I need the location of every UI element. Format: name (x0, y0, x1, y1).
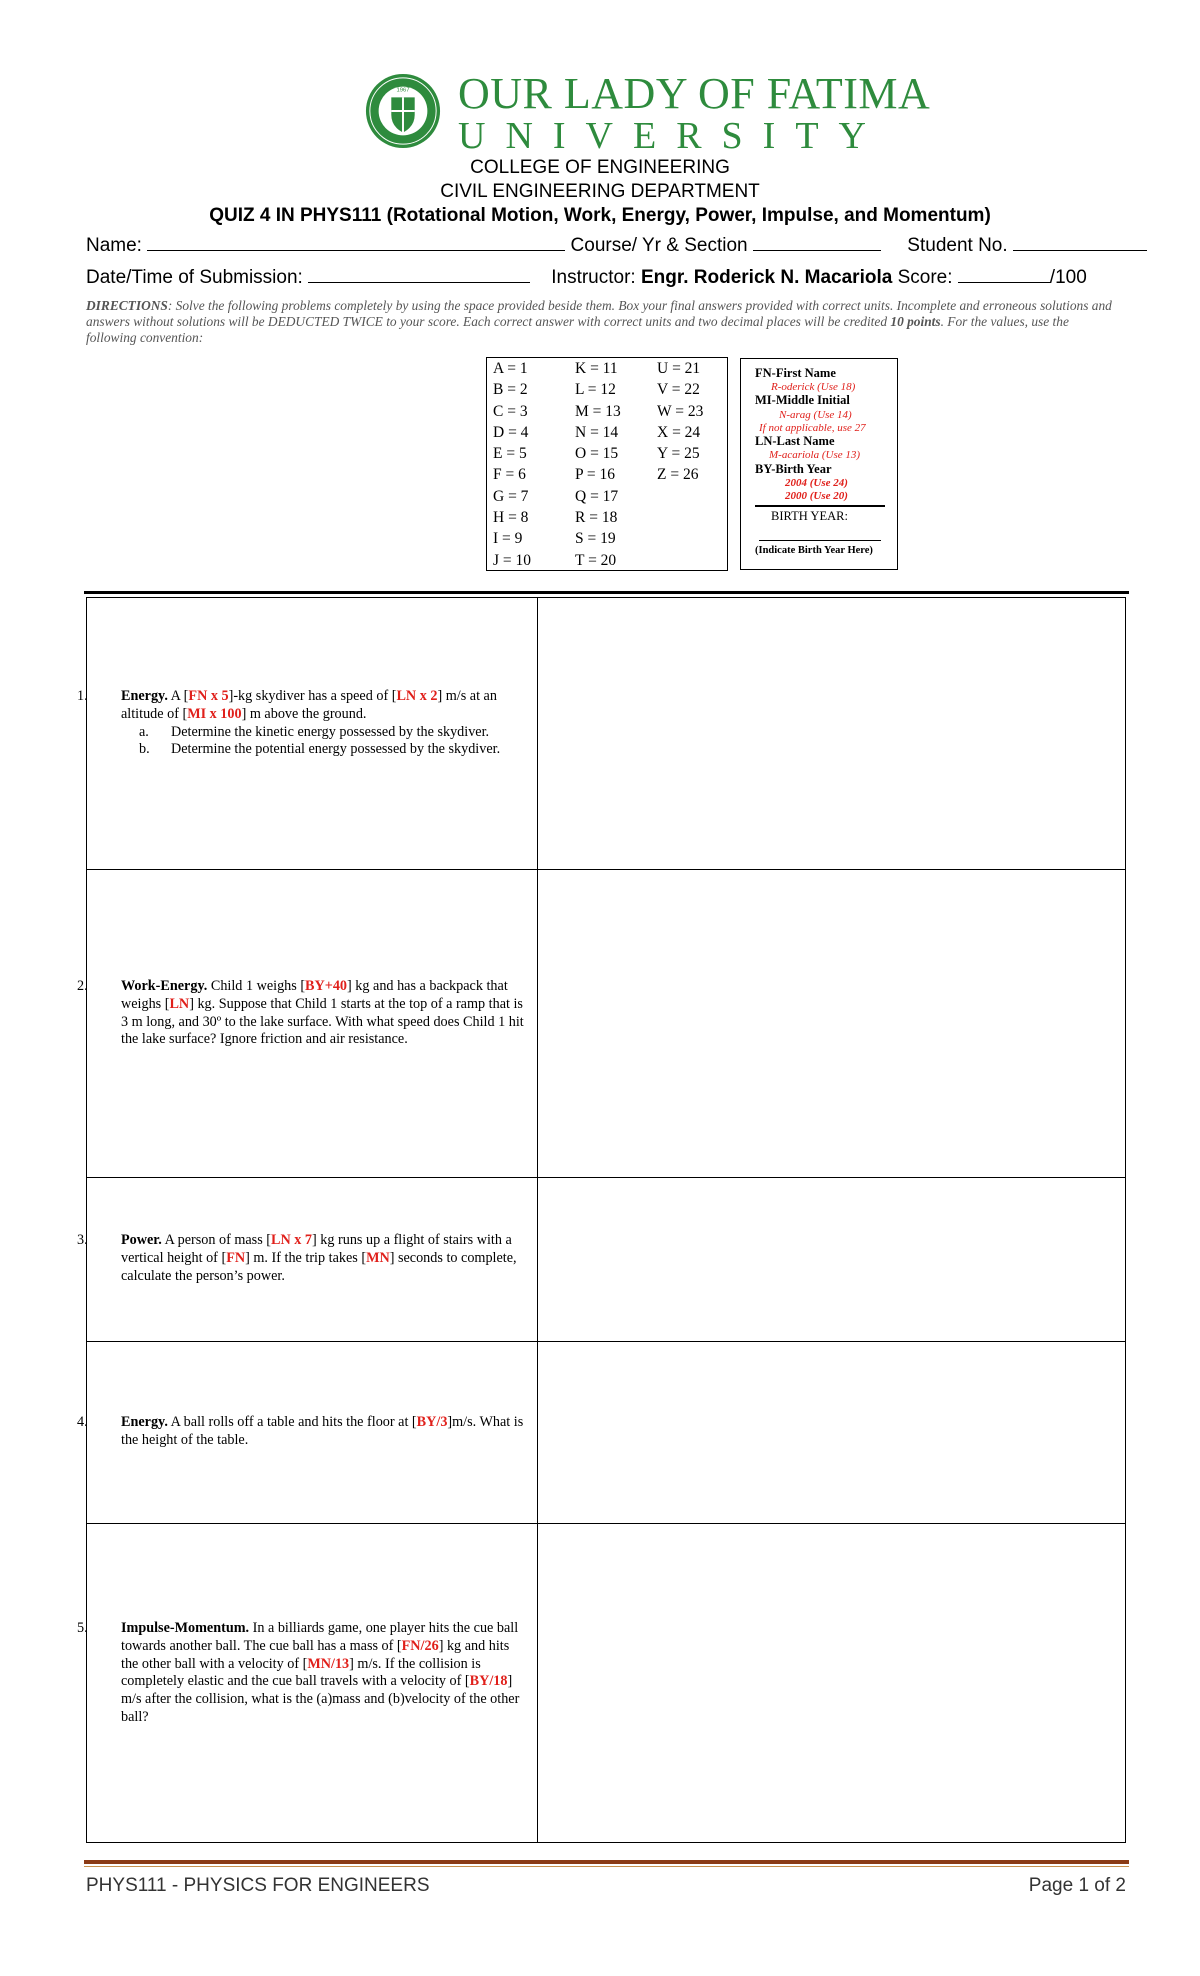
footer-rule-thin (84, 1866, 1129, 1867)
letter-cell: K = 11 (575, 360, 618, 377)
problem-text: ] m. If the trip takes [ (245, 1249, 367, 1266)
variable-highlight: BY/18 (469, 1673, 508, 1690)
name-label: Name: (86, 235, 142, 256)
sub-question-a (99, 724, 525, 742)
letter-cell: S = 19 (575, 530, 616, 548)
legend-mi-note: If not applicable, use 27 (759, 422, 866, 434)
column-divider (537, 1178, 538, 1341)
column-divider (537, 1524, 538, 1842)
letter-cell: B = 2 (493, 381, 528, 399)
problem-title: Energy. (121, 1414, 168, 1430)
legend-by-example-2: 2000 (Use 20) (785, 490, 848, 502)
letter-column-1 (493, 358, 531, 571)
variable-highlight: FN/26 (401, 1637, 439, 1654)
letter-cell: P = 16 (575, 466, 616, 484)
directions-label: DIRECTIONS (86, 298, 168, 313)
column-divider (537, 870, 538, 1177)
variable-highlight: LN (169, 995, 190, 1012)
problem-text: A ball rolls off a table and hits the floor at [ (167, 1414, 417, 1430)
letter-cell: I = 9 (493, 530, 523, 548)
letter-cell: Z = 26 (657, 466, 699, 484)
problem-number: 2. (77, 978, 88, 994)
directions-points: 10 points (890, 314, 941, 329)
seal-year: 1967 (396, 87, 410, 94)
directions-text (86, 298, 1118, 346)
sub-question-label: a. (139, 723, 149, 740)
date-field[interactable] (308, 264, 530, 283)
course-field[interactable] (753, 232, 881, 251)
legend-mi-label: MI-Middle Initial (755, 393, 850, 407)
variable-highlight: FN x 5 (188, 688, 229, 704)
instructor-label: Instructor: (551, 267, 636, 288)
problem-2-text (77, 978, 525, 1049)
letter-value-table (486, 357, 728, 571)
problem-title: Power. (121, 1232, 162, 1248)
problem-text: A [ (167, 688, 189, 704)
problem-text: ]m/s. What is the height of the table. (121, 1414, 524, 1448)
letter-cell: R = 18 (575, 509, 618, 527)
problem-title: Energy. (121, 688, 168, 704)
problem-row-5 (77, 1523, 1126, 1843)
problem-text: ]-kg skydiver has a speed of [ (228, 688, 397, 704)
variable-highlight: BY/3 (416, 1414, 448, 1430)
problem-number: 1. (77, 688, 88, 704)
university-name-line2: UNIVERSITY (458, 115, 886, 157)
student-no-field[interactable] (1013, 232, 1147, 251)
letter-cell: X = 24 (657, 423, 701, 441)
variable-highlight: BY+40 (305, 978, 348, 994)
sub-question-label: b. (139, 741, 150, 758)
problem-text: ] m/s. If the collision is completely elastic and the cue ball travels with a velocity of [ (121, 1655, 481, 1690)
letter-column-3 (657, 358, 703, 486)
university-seal-icon (364, 72, 442, 150)
problem-text: ] seconds to complete, calculate the person’s power. (121, 1249, 517, 1284)
directions-body-2: . For the values, use the following convention: (86, 314, 1069, 345)
problem-text: ] kg and has a backpack that weighs [ (121, 978, 508, 1012)
legend-mi-example: N-arag (Use 14) (779, 409, 852, 421)
legend-by-example-1: 2004 (Use 24) (785, 477, 848, 489)
problem-3-text (77, 1232, 525, 1285)
variable-legend (740, 358, 898, 570)
letter-cell: Y = 25 (657, 445, 700, 463)
letter-cell: D = 4 (493, 423, 529, 441)
name-field[interactable] (147, 232, 565, 251)
letter-cell: L = 12 (575, 381, 616, 399)
legend-by-label: BY-Birth Year (755, 462, 832, 476)
letter-cell: T = 20 (575, 551, 617, 569)
footer-rule (84, 1860, 1129, 1864)
letter-cell: Q = 17 (575, 487, 619, 505)
problem-title: Work-Energy. (121, 978, 208, 994)
variable-highlight: LN x 2 (396, 688, 438, 704)
footer-page-number: Page 1 of 2 (1028, 1875, 1126, 1896)
letter-cell: V = 22 (657, 381, 700, 399)
university-name-line1: OUR LADY OF FATIMA (458, 69, 931, 118)
quiz-title: QUIZ 4 IN PHYS111 (Rotational Motion, Work, Energy, Power, Impulse, and Momentum) (209, 205, 991, 226)
legend-ln-label: LN-Last Name (755, 434, 835, 448)
problem-text: ] m above the ground. (241, 705, 367, 722)
problem-text: In a billiards game, one player hits the cue ball towards another ball. The cue ball has a mass of [ (121, 1620, 519, 1654)
letter-cell: F = 6 (493, 466, 526, 484)
problem-number: 3. (77, 1232, 88, 1248)
column-divider (537, 1342, 538, 1523)
legend-divider (755, 505, 885, 507)
student-no-label: Student No. (907, 235, 1008, 256)
sub-question-b (99, 741, 525, 759)
problem-row-2 (77, 869, 1126, 1178)
birth-year-label: BIRTH YEAR: (771, 509, 848, 523)
course-label: Course/ Yr & Section (570, 235, 748, 256)
sub-question-text: Determine the kinetic energy possessed by the skydiver. (171, 723, 490, 740)
score-total: /100 (1049, 267, 1087, 288)
problem-5-text (77, 1620, 525, 1727)
problem-text: ] kg and hits the other ball with a velocity of [ (121, 1637, 510, 1672)
sub-question-text: Determine the potential energy possessed by the skydiver. (171, 741, 501, 758)
name-row (86, 232, 1116, 257)
directions-body-1: : Solve the following problems completely by using the space provided beside them. Box your final answers provided with correct units. Incomplete and erroneous solutions and answers without solutions will be DEDUCTED TWICE to your score. Each correct answer with correct units and two decimal places will be credited (86, 298, 1112, 329)
problem-4-text (77, 1414, 525, 1450)
variable-highlight: MN (366, 1249, 390, 1266)
legend-ln-example: M-acariola (Use 13) (769, 449, 861, 461)
column-divider (537, 598, 538, 869)
section-divider (84, 591, 1129, 594)
letter-cell: U = 21 (657, 360, 701, 377)
problem-text: Child 1 weighs [ (207, 978, 306, 994)
letter-cell: C = 3 (493, 402, 528, 420)
problem-title: Impulse-Momentum. (121, 1620, 250, 1636)
legend-fn-label: FN-First Name (755, 366, 836, 380)
problem-text: ] m/s at an altitude of [ (121, 688, 497, 722)
university-name (458, 69, 931, 157)
letter-cell: W = 23 (657, 402, 704, 420)
legend-fn-example: R-oderick (Use 18) (771, 381, 856, 393)
problem-text: ] m/s after the collision, what is the (a)mass and (b)velocity of the other ball? (121, 1673, 520, 1725)
college-name: COLLEGE OF ENGINEERING (470, 157, 730, 178)
problem-text: A person of mass [ (161, 1232, 271, 1248)
letter-cell: N = 14 (575, 423, 619, 441)
letter-cell: H = 8 (493, 509, 529, 527)
problem-1-text (77, 688, 525, 759)
birth-year-hint: (Indicate Birth Year Here) (755, 545, 873, 556)
variable-highlight: MN/13 (307, 1655, 350, 1672)
problem-row-4 (77, 1341, 1126, 1524)
problem-row-1 (77, 597, 1126, 870)
letter-cell: E = 5 (493, 445, 527, 463)
letter-cell: M = 13 (575, 402, 621, 420)
variable-highlight: FN (226, 1249, 246, 1266)
university-logo (0, 69, 1200, 157)
instructor-name: Engr. Roderick N. Macariola (641, 267, 893, 288)
birth-year-field[interactable] (759, 540, 881, 541)
problem-number: 4. (77, 1414, 88, 1430)
department-name: CIVIL ENGINEERING DEPARTMENT (440, 181, 760, 202)
variable-highlight: MI x 100 (187, 705, 242, 722)
problem-row-3 (77, 1177, 1126, 1342)
letter-cell: G = 7 (493, 487, 529, 505)
letter-cell: A = 1 (493, 360, 528, 377)
problem-text: ] kg runs up a flight of stairs with a vertical height of [ (121, 1232, 512, 1266)
date-row (86, 264, 1116, 289)
score-label: Score: (897, 267, 953, 288)
letter-cell: J = 10 (493, 551, 532, 569)
footer-course: PHYS111 - PHYSICS FOR ENGINEERS (86, 1875, 430, 1896)
problem-number: 5. (77, 1620, 88, 1636)
variable-highlight: LN x 7 (271, 1232, 312, 1248)
letter-column-2 (575, 358, 621, 571)
problem-text: ] kg. Suppose that Child 1 starts at the top of a ramp that is 3 m long, and 30º to the lake surface. With what speed does Child 1 hit the lake surface? Ignore friction and air resistance. (121, 995, 524, 1048)
score-field[interactable] (958, 264, 1050, 283)
letter-cell: O = 15 (575, 445, 619, 463)
date-label: Date/Time of Submission: (86, 267, 303, 288)
